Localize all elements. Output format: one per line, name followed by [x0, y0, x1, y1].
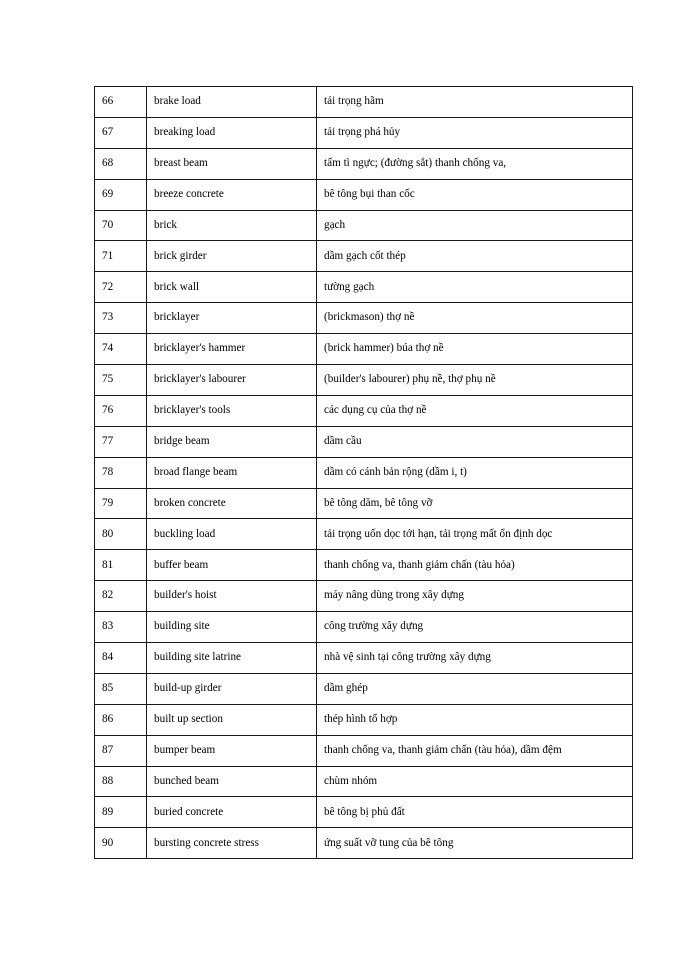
english-term-column-cell: building site	[147, 612, 317, 643]
vietnamese-translation-column-cell: (builder's labourer) phụ nề, thợ phụ nề	[317, 365, 633, 396]
table-row	[95, 704, 633, 735]
vietnamese-translation-column-cell: bê tông bụi than cốc	[317, 179, 633, 210]
table-row	[95, 581, 633, 612]
table-row	[95, 426, 633, 457]
index-column-cell: 66	[95, 87, 147, 118]
table-row	[95, 488, 633, 519]
index-column-cell: 70	[95, 210, 147, 241]
table-row	[95, 179, 633, 210]
table-row	[95, 395, 633, 426]
vietnamese-translation-column-cell: (brick hammer) búa thợ nề	[317, 334, 633, 365]
english-term-column-cell: brick	[147, 210, 317, 241]
table-row	[95, 673, 633, 704]
table-row	[95, 117, 633, 148]
english-term-column-cell: bricklayer's hammer	[147, 334, 317, 365]
vietnamese-translation-column-cell: dầm có cánh bản rộng (dầm i, t)	[317, 457, 633, 488]
english-term-column-cell: bricklayer's labourer	[147, 365, 317, 396]
index-column-cell: 81	[95, 550, 147, 581]
vietnamese-translation-column-cell: máy nâng dùng trong xây dựng	[317, 581, 633, 612]
table-row	[95, 272, 633, 303]
table-row	[95, 148, 633, 179]
vietnamese-translation-column-cell: tải trọng hãm	[317, 87, 633, 118]
index-column-cell: 76	[95, 395, 147, 426]
index-column-cell: 88	[95, 766, 147, 797]
table-row	[95, 334, 633, 365]
index-column-cell: 87	[95, 735, 147, 766]
english-term-column-cell: bricklayer	[147, 303, 317, 334]
glossary-table-body	[95, 87, 633, 859]
english-term-column-cell: broad flange beam	[147, 457, 317, 488]
english-term-column-cell: building site latrine	[147, 643, 317, 674]
english-term-column-cell: buried concrete	[147, 797, 317, 828]
table-row	[95, 210, 633, 241]
index-column-cell: 82	[95, 581, 147, 612]
index-column-cell: 68	[95, 148, 147, 179]
index-column-cell: 78	[95, 457, 147, 488]
index-column-cell: 90	[95, 828, 147, 859]
vietnamese-translation-column-cell: thanh chống va, thanh giảm chấn (tàu hỏa), dầm đệm	[317, 735, 633, 766]
table-row	[95, 612, 633, 643]
table-row	[95, 643, 633, 674]
table-row	[95, 519, 633, 550]
english-term-column-cell: buckling load	[147, 519, 317, 550]
index-column-cell: 71	[95, 241, 147, 272]
vietnamese-translation-column-cell: chùm nhóm	[317, 766, 633, 797]
table-row	[95, 303, 633, 334]
english-term-column-cell: bumper beam	[147, 735, 317, 766]
index-column-cell: 73	[95, 303, 147, 334]
index-column-cell: 83	[95, 612, 147, 643]
vietnamese-translation-column-cell: các dụng cụ của thợ nề	[317, 395, 633, 426]
glossary-table	[94, 86, 633, 859]
vietnamese-translation-column-cell: dầm cầu	[317, 426, 633, 457]
index-column-cell: 79	[95, 488, 147, 519]
vietnamese-translation-column-cell: thanh chống va, thanh giảm chấn (tàu hỏa)	[317, 550, 633, 581]
english-term-column-cell: bursting concrete stress	[147, 828, 317, 859]
vietnamese-translation-column-cell: dầm gạch cốt thép	[317, 241, 633, 272]
english-term-column-cell: builder's hoist	[147, 581, 317, 612]
table-row	[95, 828, 633, 859]
table-row	[95, 797, 633, 828]
vietnamese-translation-column-cell: tường gạch	[317, 272, 633, 303]
english-term-column-cell: brick girder	[147, 241, 317, 272]
index-column-cell: 72	[95, 272, 147, 303]
index-column-cell: 75	[95, 365, 147, 396]
vietnamese-translation-column-cell: tải trọng phá hủy	[317, 117, 633, 148]
index-column-cell: 67	[95, 117, 147, 148]
english-term-column-cell: broken concrete	[147, 488, 317, 519]
table-row	[95, 365, 633, 396]
english-term-column-cell: build-up girder	[147, 673, 317, 704]
english-term-column-cell: buffer beam	[147, 550, 317, 581]
english-term-column-cell: brake load	[147, 87, 317, 118]
table-row	[95, 457, 633, 488]
index-column-cell: 89	[95, 797, 147, 828]
table-row	[95, 735, 633, 766]
vietnamese-translation-column-cell: gạch	[317, 210, 633, 241]
table-row	[95, 766, 633, 797]
vietnamese-translation-column-cell: bê tông dăm, bê tông vỡ	[317, 488, 633, 519]
english-term-column-cell: breeze concrete	[147, 179, 317, 210]
vietnamese-translation-column-cell: (brickmason) thợ nề	[317, 303, 633, 334]
index-column-cell: 77	[95, 426, 147, 457]
index-column-cell: 69	[95, 179, 147, 210]
english-term-column-cell: bricklayer's tools	[147, 395, 317, 426]
index-column-cell: 74	[95, 334, 147, 365]
vietnamese-translation-column-cell: công trường xây dựng	[317, 612, 633, 643]
index-column-cell: 85	[95, 673, 147, 704]
english-term-column-cell: bunched beam	[147, 766, 317, 797]
vietnamese-translation-column-cell: ứng suất vỡ tung của bê tông	[317, 828, 633, 859]
index-column-cell: 80	[95, 519, 147, 550]
vietnamese-translation-column-cell: bê tông bị phủ đất	[317, 797, 633, 828]
english-term-column-cell: brick wall	[147, 272, 317, 303]
vietnamese-translation-column-cell: tấm tì ngực; (đường sắt) thanh chống va,	[317, 148, 633, 179]
english-term-column-cell: built up section	[147, 704, 317, 735]
vietnamese-translation-column-cell: tải trọng uốn dọc tới hạn, tải trọng mất ổn định dọc	[317, 519, 633, 550]
english-term-column-cell: bridge beam	[147, 426, 317, 457]
index-column-cell: 86	[95, 704, 147, 735]
table-row	[95, 87, 633, 118]
vietnamese-translation-column-cell: dầm ghép	[317, 673, 633, 704]
table-row	[95, 550, 633, 581]
english-term-column-cell: breast beam	[147, 148, 317, 179]
index-column-cell: 84	[95, 643, 147, 674]
vietnamese-translation-column-cell: nhà vệ sinh tại công trường xây dựng	[317, 643, 633, 674]
english-term-column-cell: breaking load	[147, 117, 317, 148]
table-row	[95, 241, 633, 272]
vietnamese-translation-column-cell: thép hình tổ hợp	[317, 704, 633, 735]
